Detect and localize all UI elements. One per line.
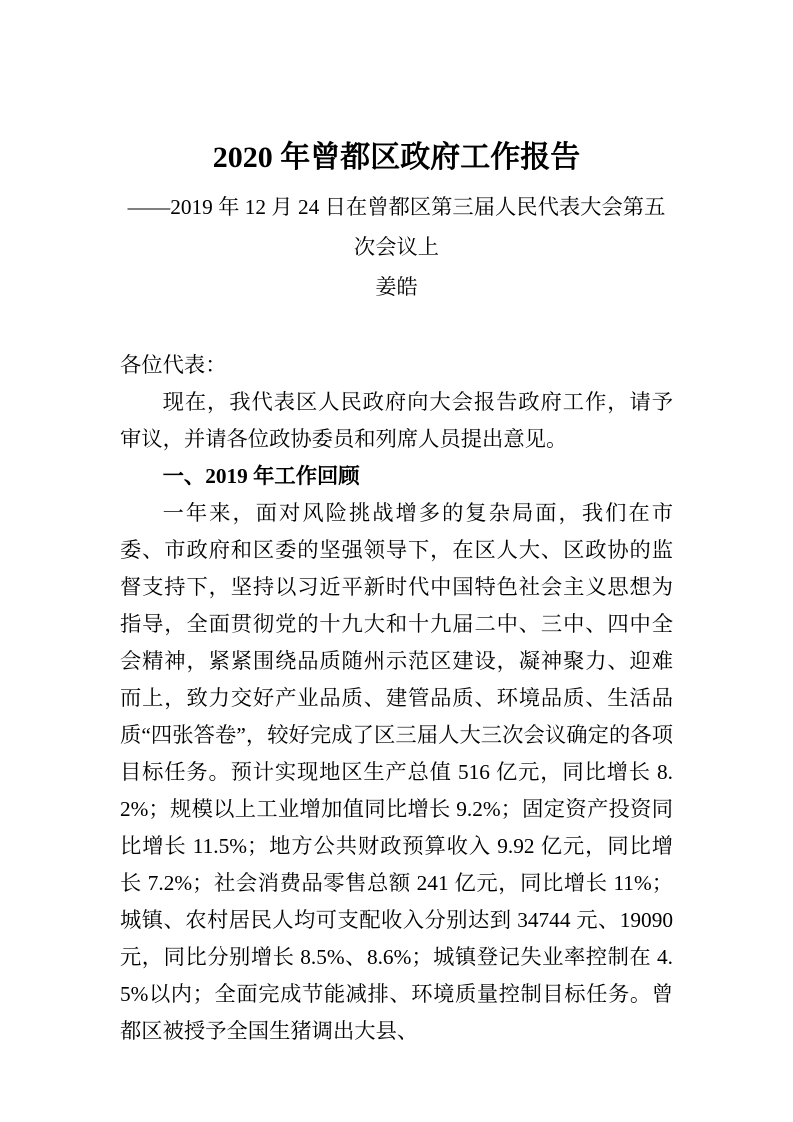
document-title: 2020 年曾都区政府工作报告: [212, 141, 581, 174]
document-author: 姜皓: [375, 275, 418, 299]
section-1-heading: 一、2019 年工作回顾: [162, 464, 360, 488]
salutation-line: 各位代表：: [120, 353, 227, 377]
section-1-paragraph: 一年来，面对风险挑战增多的复杂局面，我们在市委、市政府和区委的坚强领导下，在区人大、区政协的监督支持下，坚持以习近平新时代中国特色社会主义思想为指导，全面贯彻党的十九大和十九届二中、三中、四中全会精神，紧紧围绕品质随州示范区建设，凝神聚力、迎难而上，致力交好产业品质、建管品质、环境品质、生活品质“四张答卷”，较好完成了区三届人大三次会议确定的各项目标任务。预计实现地区生产总值 516 亿元，同比增长 8.2%；规模以上工业增加值同比增长 9.2%；固定资产投资同比增长 11.5%；地方公共财政预算收入 9.92 亿元，同比增长 7.2%；社会消费品零售总额 241 亿元，同比增长 11%；城镇、农村居民人均可支配收入分别达到 34744 元、19090 元，同比分别增长 8.5%、8.6%；城镇登记失业率控制在 4.5%以内；全面完成节能减排、环境质量控制目标任务。曾都区被授予全国生猪调出大县、: [120, 501, 673, 1043]
document-subtitle: ——2019 年 12 月 24 日在曾都区第三届人民代表大会第五次会议上: [127, 195, 666, 259]
document-body: [120, 347, 673, 1050]
intro-paragraph: 现在，我代表区人民政府向大会报告政府工作，请予审议，并请各位政协委员和列席人员提出意见。: [120, 390, 673, 451]
document-content-column: [120, 0, 673, 1050]
